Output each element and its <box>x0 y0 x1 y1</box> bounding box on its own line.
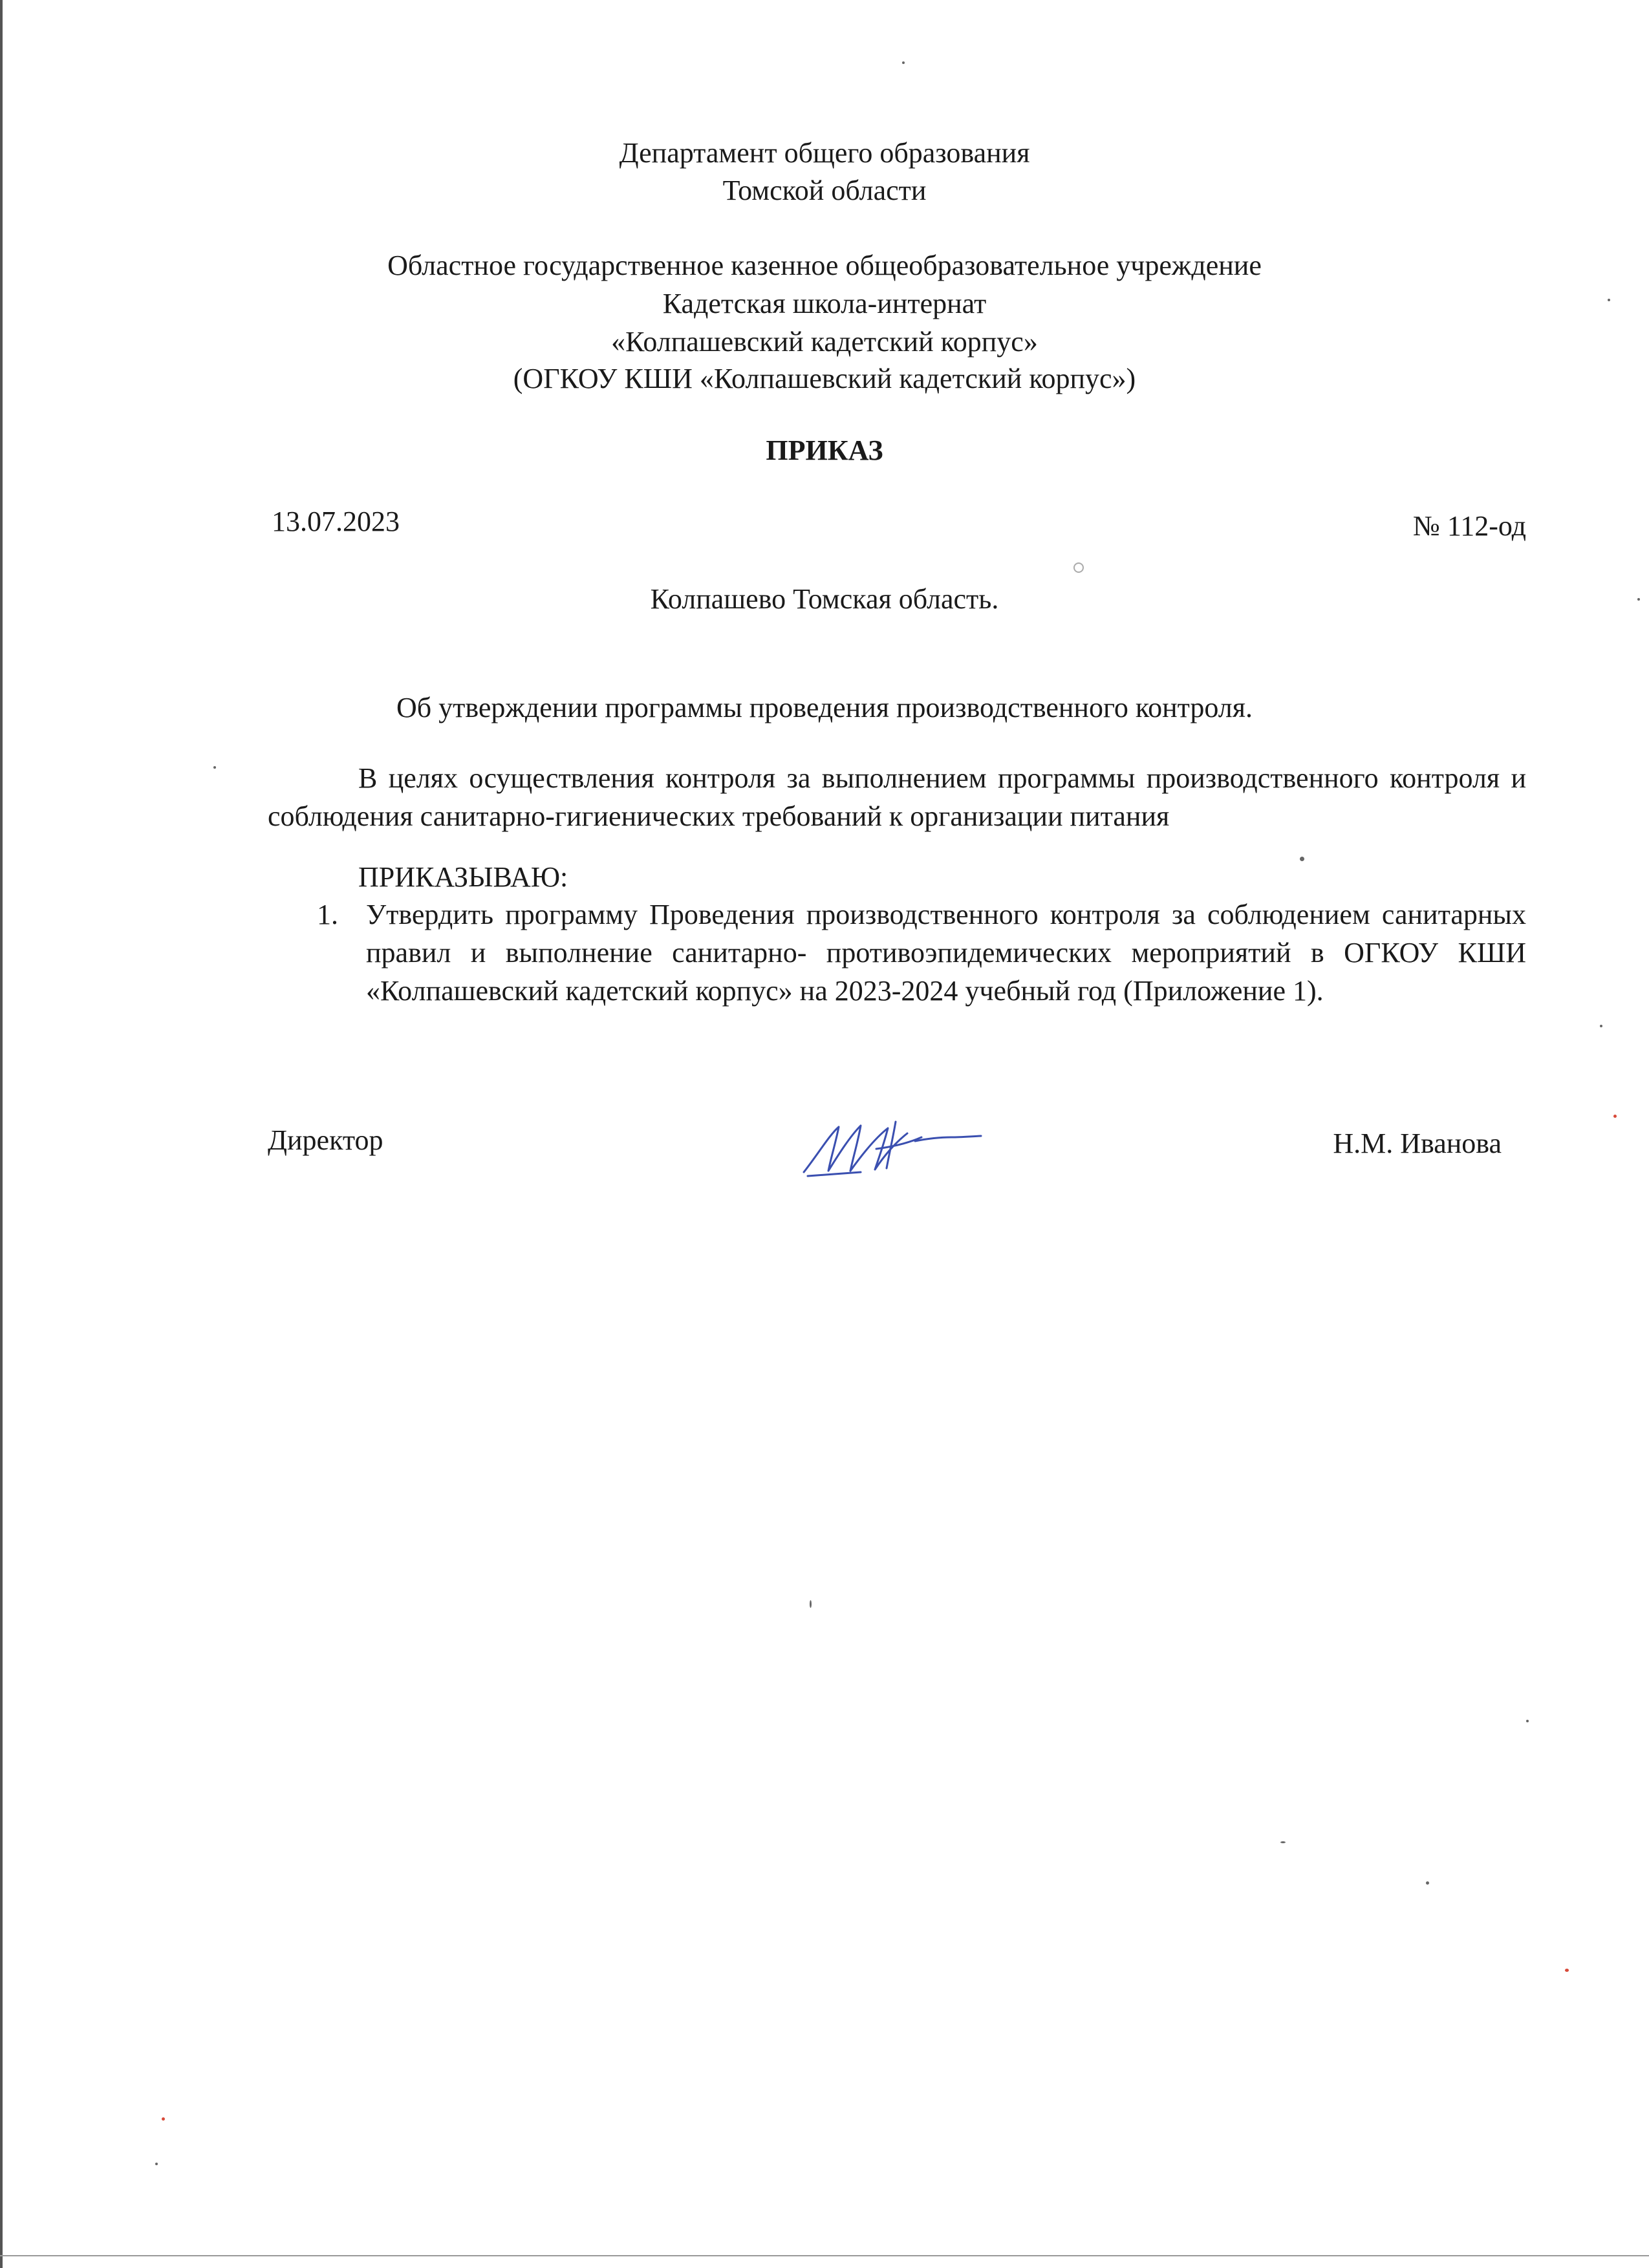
handwritten-signature <box>799 1109 993 1180</box>
order-item-number: 1. <box>317 899 338 930</box>
order-word: ПРИКАЗЫВАЮ: <box>358 861 568 893</box>
scan-speck <box>162 2117 165 2121</box>
document-title: ПРИКАЗ <box>766 434 883 466</box>
scan-speck <box>1613 1115 1617 1118</box>
header-institution-name: «Колпашевский кадетский корпус» <box>611 326 1038 358</box>
header-institution-kind: Кадетская школа-интернат <box>662 288 987 319</box>
scan-speck <box>1565 1969 1569 1972</box>
scan-speck <box>1280 1841 1286 1843</box>
order-items-list <box>317 895 1526 1010</box>
scan-speck <box>155 2163 158 2165</box>
signature-icon <box>799 1109 993 1180</box>
signoff-name: Н.М. Иванова <box>1333 1128 1502 1159</box>
scan-speck <box>1426 1881 1429 1885</box>
scan-speck <box>1608 299 1610 301</box>
order-item-text: Утвердить программу Проведения производственного контроля за соблюдением санитарных правил и выполнение санитарно- противоэпидемических мероприятий в ОГКОУ КШИ «Колпашевский кадетский корпус» на 2023-2024 учебный год (Приложение 1). <box>366 899 1526 1007</box>
preamble-paragraph <box>268 759 1526 835</box>
scan-speck <box>810 1600 812 1608</box>
document-date: 13.07.2023 <box>272 506 400 537</box>
header-institution-type: Областное государственное казенное общеобразовательное учреждение <box>387 250 1262 281</box>
header-institution-abbr: (ОГКОУ КШИ «Колпашевский кадетский корпус») <box>513 363 1136 394</box>
document-subject: Об утверждении программы проведения производственного контроля. <box>396 692 1253 723</box>
scan-speck <box>213 766 216 769</box>
preamble-text: В целях осуществления контроля за выполнением программы производственного контроля и соблюдения санитарно-гигиенических требований к организации питания <box>268 762 1526 832</box>
header-department: Департамент общего образования <box>619 137 1030 169</box>
document-place: Колпашево Томская область. <box>650 583 999 615</box>
scan-speck <box>1300 857 1304 861</box>
scan-speck <box>1526 1720 1529 1722</box>
signoff-position: Директор <box>268 1124 383 1156</box>
scan-speck <box>1600 1025 1602 1027</box>
scan-speck <box>902 61 905 64</box>
header-region: Томской области <box>722 175 927 206</box>
document-number: № 112-од <box>1412 510 1526 542</box>
scan-speck <box>1073 562 1084 573</box>
order-item <box>317 895 1526 1010</box>
scan-edge-bottom <box>0 2255 1649 2256</box>
scan-speck <box>1637 598 1640 601</box>
